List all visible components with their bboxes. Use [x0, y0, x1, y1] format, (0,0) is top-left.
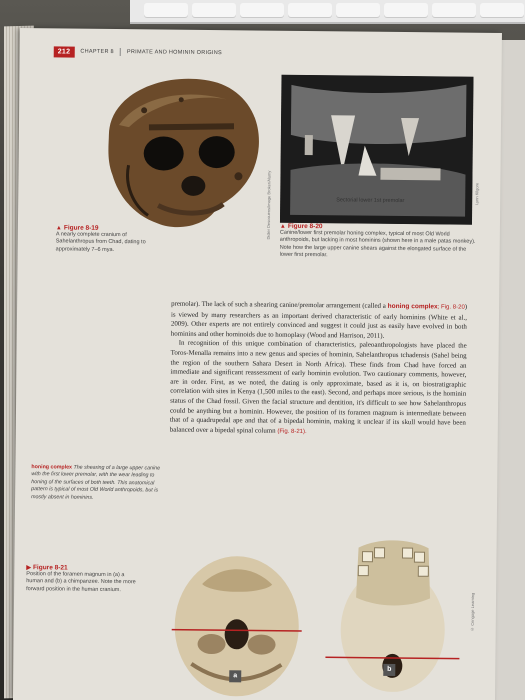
body-text	[170, 300, 467, 439]
p1-text-a: premolar). The lack of such a shearing canine/premolar arrangement (called a	[171, 300, 388, 310]
key	[480, 3, 524, 17]
sectorial-premolar-label: Sectorial lower 1st premolar	[336, 197, 405, 205]
key	[384, 3, 428, 17]
fig19-credit: Didier Descouens/Image Broker/Alamy	[265, 170, 272, 240]
key	[144, 3, 188, 17]
fig19-title: Figure 8-19	[63, 224, 99, 232]
glossary-term: honing complex	[31, 464, 73, 471]
paragraph-2	[170, 339, 467, 439]
glossary-definition: The shearing of a large upper canine with the first lower premolar, with the wear leading to honing of the surfaces of both teeth. This anatomical pattern is typical of most Old World anthropoids, but is mostly absent in hominins.	[31, 464, 161, 501]
key	[288, 3, 332, 17]
key	[192, 3, 236, 17]
running-header	[54, 44, 222, 60]
triangle-marker-icon: ▲	[55, 225, 62, 232]
figure-tag-a: a	[229, 670, 241, 682]
figure-reference[interactable]: ; Fig. 8-20	[437, 304, 465, 311]
key	[336, 3, 380, 17]
fig21-credit: © Cengage Learning	[469, 592, 476, 632]
page-number: 212	[54, 46, 75, 57]
fig20-title: Figure 8-20	[287, 222, 323, 231]
chapter-label: CHAPTER 8	[80, 48, 114, 55]
glossary-entry	[31, 464, 161, 502]
triangle-marker-icon: ▲	[279, 223, 286, 230]
p1-text-b: ) is viewed by many researchers as an important derived characteristic of early hominins (White et al., 2009). Other experts are not entirely convinced and suggest it could just as easily have evolved in both hominins and other hominoids due to homoplasy (Wood and Harrison, 2011).	[170, 303, 468, 340]
fig21-title: Figure 8-21	[32, 564, 68, 572]
sahelanthropus-cranium-image	[88, 65, 268, 235]
textbook-page	[13, 28, 502, 700]
triangle-marker-icon: ▶	[26, 565, 32, 572]
fig21-text: Position of the foramen magnum in (a) a human and (b) a chimpanzee. Note the more forward position in the human cranium.	[26, 571, 136, 593]
figure-reference[interactable]: (Fig. 8-21).	[277, 428, 307, 435]
paragraph-1	[171, 300, 467, 342]
section-title: PRIMATE AND HOMININ ORIGINS	[126, 49, 223, 57]
keyword-honing-complex: honing complex	[387, 302, 438, 311]
fig19-text: A nearly complete cranium of Sahelanthropus from Chad, dating to approximately 7–6 mya.	[55, 231, 146, 253]
header-divider	[120, 48, 121, 56]
fig21-caption	[26, 564, 136, 594]
p2-text: In recognition of this unique combination of characteristics, paleoanthropologists have placed the Toros-Menalla remains into a new genus and species of hominin, Sahelanthropus tchadensis (Sahel being the region of the southern Sahara Desert in North Africa). These finds from Chad have forced an immediate and significant reassessment of early hominin evolution. Two cautionary comments, however, are in order. First, as we noted, the dating is only approximate, based as it is, on biostratigraphic correlation with sites in Kenya (1,500 miles to the east). Second, and perhaps more serious, is the hominin status of the Chad fossil. Given the facial structure and dentition, it's difficult to see how Sahelanthropus could be anything but a hominin. However, the position of its foramen magnum is intermediate between that of a quadrupedal ape and that of a bipedal hominin, making it unclear if its skull would have been balanced over a bipedal spinal column	[169, 340, 467, 435]
fig20-text: Canine/lower first premolar honing complex, typical of most Old World anthropoids, but lacking in most hominins (shown here in a male patas monkey). Note how the large upper canine shears against the elongated surface of the lower first premolar.	[279, 229, 476, 259]
key	[432, 3, 476, 17]
fig19-caption	[56, 224, 166, 254]
figure-tag-b: b	[383, 664, 395, 676]
fig20-credit: Lynn Kilgore	[474, 182, 480, 205]
keyboard	[130, 0, 525, 24]
key	[240, 3, 284, 17]
fig20-caption	[280, 223, 480, 262]
